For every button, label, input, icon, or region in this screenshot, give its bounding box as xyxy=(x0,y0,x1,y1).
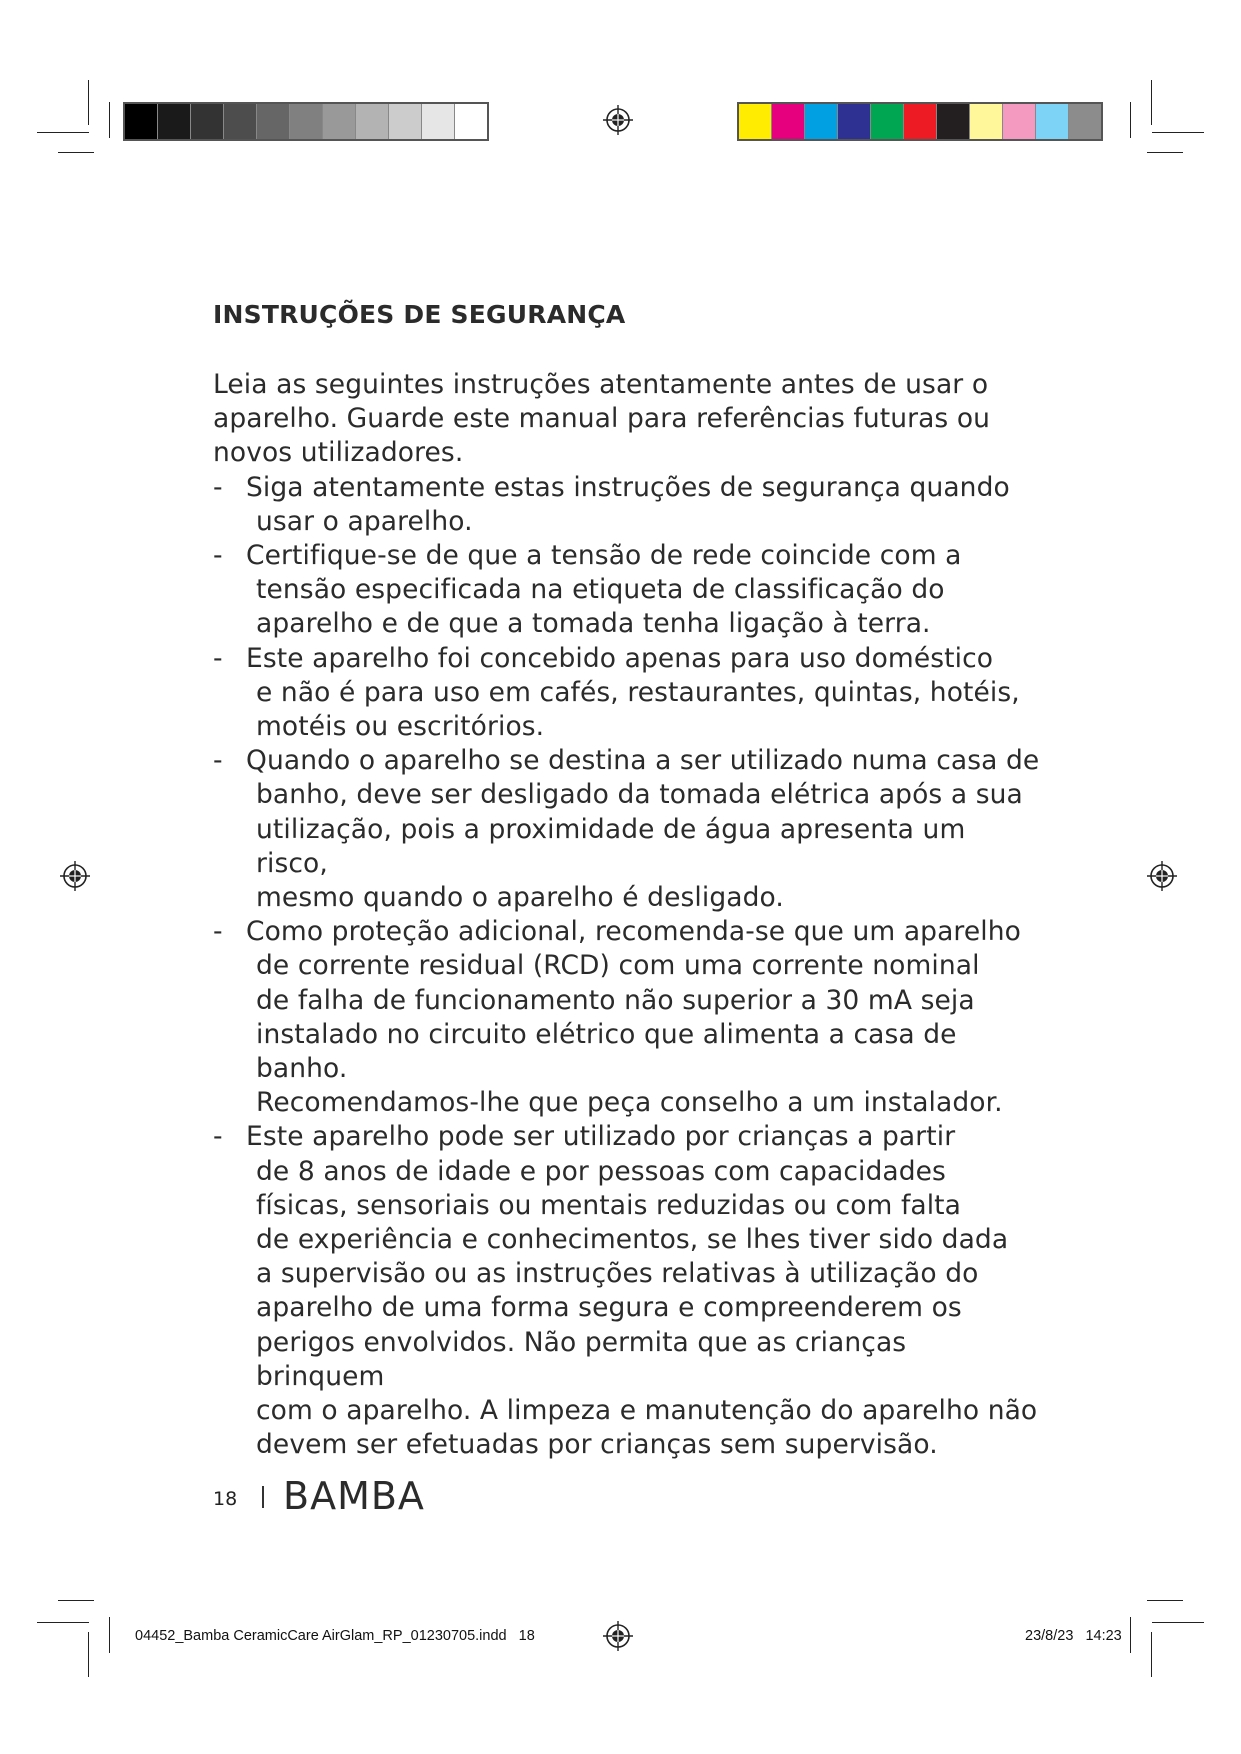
intro-line: aparelho. Guarde este manual para referências futuras ou xyxy=(213,403,991,435)
safety-instructions xyxy=(213,368,1043,1463)
bullet-dash: - xyxy=(213,745,223,777)
bullet-text xyxy=(246,744,1043,915)
list-item xyxy=(213,1120,1043,1462)
grayscale-swatch xyxy=(125,104,158,139)
registration-mark-icon xyxy=(1147,861,1177,891)
bullet-line: físicas, sensoriais ou mentais reduzidas ou com falta xyxy=(256,1189,962,1221)
page-title: INSTRUÇÕES DE SEGURANÇA xyxy=(213,300,626,329)
bullet-text xyxy=(246,1120,1043,1462)
grayscale-swatch xyxy=(290,104,323,139)
bullet-line: instalado no circuito elétrico que alimenta a casa de banho. xyxy=(256,1018,957,1085)
bullet-line: aparelho de uma forma segura e compreenderem os xyxy=(256,1292,962,1324)
bullet-line: Recomendamos-lhe que peça conselho a um instalador. xyxy=(256,1087,1003,1119)
process-color-bar xyxy=(737,102,1103,141)
bullet-line: utilização, pois a proximidade de água apresenta um risco, xyxy=(256,813,966,879)
bullet-dash: - xyxy=(213,471,223,503)
intro-line: novos utilizadores. xyxy=(213,437,464,469)
bullet-text xyxy=(246,471,1043,539)
grayscale-swatch xyxy=(389,104,422,139)
bullet-line: Como proteção adicional, recomenda-se que um aparelho xyxy=(246,916,1021,948)
bullet-list xyxy=(213,471,1043,1463)
bullet-line: de experiência e conhecimentos, se lhes tiver sido dada xyxy=(256,1224,1009,1256)
bullet-dash: - xyxy=(213,642,223,674)
bullet-line: mesmo quando o aparelho é desligado. xyxy=(256,882,784,914)
crop-mark xyxy=(1151,1632,1152,1677)
list-item xyxy=(213,642,1043,745)
bullet-line: Certifique-se de que a tensão de rede coincide com a xyxy=(246,540,962,572)
bullet-text xyxy=(246,915,1043,1120)
crop-mark xyxy=(88,80,89,125)
crop-mark xyxy=(37,132,89,133)
bullet-line: devem ser efetuadas por crianças sem supervisão. xyxy=(256,1429,938,1461)
slug-filename: 04452_Bamba CeramicCare AirGlam_RP_01230705.indd 18 xyxy=(135,1628,535,1644)
grayscale-color-bar xyxy=(123,102,489,141)
crop-mark xyxy=(1130,1617,1131,1653)
footer-divider xyxy=(262,1486,264,1508)
bullet-text xyxy=(246,642,1043,745)
process-color-swatch xyxy=(904,104,937,139)
bullet-line: de falha de funcionamento não superior a 30 mA seja xyxy=(256,984,975,1016)
process-color-swatch xyxy=(1003,104,1036,139)
crop-mark xyxy=(37,1622,89,1623)
grayscale-swatch xyxy=(422,104,455,139)
page-number: 18 xyxy=(213,1488,238,1510)
grayscale-swatch xyxy=(158,104,191,139)
bullet-line: aparelho e de que a tomada tenha ligação à terra. xyxy=(256,608,931,640)
bullet-dash: - xyxy=(213,1121,223,1153)
bullet-line: banho, deve ser desligado da tomada elétrica após a sua xyxy=(256,779,1023,811)
process-color-swatch xyxy=(772,104,805,139)
crop-mark xyxy=(1147,1600,1183,1601)
bullet-line: perigos envolvidos. Não permita que as crianças brinquem xyxy=(256,1326,907,1392)
bullet-dash: - xyxy=(213,540,223,572)
bullet-line: de 8 anos de idade e por pessoas com capacidades xyxy=(256,1155,946,1187)
bullet-dash: - xyxy=(213,916,223,948)
crop-mark xyxy=(109,102,110,138)
crop-mark xyxy=(1130,102,1131,138)
process-color-swatch xyxy=(970,104,1003,139)
process-color-swatch xyxy=(805,104,838,139)
list-item xyxy=(213,471,1043,539)
crop-mark xyxy=(88,1632,89,1677)
bullet-line: Este aparelho pode ser utilizado por crianças a partir xyxy=(246,1121,956,1153)
grayscale-swatch xyxy=(455,104,487,139)
grayscale-swatch xyxy=(224,104,257,139)
bullet-line: e não é para uso em cafés, restaurantes, quintas, hotéis, xyxy=(256,676,1020,708)
intro-line: Leia as seguintes instruções atentamente antes de usar o xyxy=(213,369,989,400)
registration-mark-icon xyxy=(603,1621,633,1651)
grayscale-swatch xyxy=(191,104,224,139)
process-color-swatch xyxy=(739,104,772,139)
intro-paragraph xyxy=(213,368,1043,471)
process-color-swatch xyxy=(1036,104,1069,139)
bullet-line: Quando o aparelho se destina a ser utilizado numa casa de xyxy=(246,745,1040,777)
process-color-swatch xyxy=(871,104,904,139)
list-item xyxy=(213,539,1043,642)
crop-mark xyxy=(1151,80,1152,125)
bullet-line: usar o aparelho. xyxy=(256,505,473,537)
process-color-swatch xyxy=(937,104,970,139)
bullet-line: motéis ou escritórios. xyxy=(256,711,545,743)
grayscale-swatch xyxy=(356,104,389,139)
bullet-line: Siga atentamente estas instruções de segurança quando xyxy=(246,471,1010,503)
bullet-line: com o aparelho. A limpeza e manutenção do aparelho não xyxy=(256,1395,1038,1427)
crop-mark xyxy=(58,152,94,153)
brand-logo: BAMBA xyxy=(283,1474,425,1518)
crop-mark xyxy=(109,1617,110,1653)
list-item xyxy=(213,915,1043,1120)
bullet-line: de corrente residual (RCD) com uma corrente nominal xyxy=(256,950,980,982)
slug-datetime: 23/8/23 14:23 xyxy=(1025,1628,1122,1644)
bullet-line: a supervisão ou as instruções relativas à utilização do xyxy=(256,1258,979,1290)
registration-mark-icon xyxy=(60,861,90,891)
process-color-swatch xyxy=(838,104,871,139)
bullet-line: Este aparelho foi concebido apenas para uso doméstico xyxy=(246,642,994,674)
bullet-line: tensão especificada na etiqueta de classificação do xyxy=(256,574,945,606)
crop-mark xyxy=(1152,132,1204,133)
registration-mark-icon xyxy=(603,105,633,135)
grayscale-swatch xyxy=(257,104,290,139)
grayscale-swatch xyxy=(323,104,356,139)
crop-mark xyxy=(58,1600,94,1601)
crop-mark xyxy=(1147,152,1183,153)
list-item xyxy=(213,744,1043,915)
crop-mark xyxy=(1152,1622,1204,1623)
process-color-swatch xyxy=(1069,104,1101,139)
bullet-text xyxy=(246,539,1043,642)
